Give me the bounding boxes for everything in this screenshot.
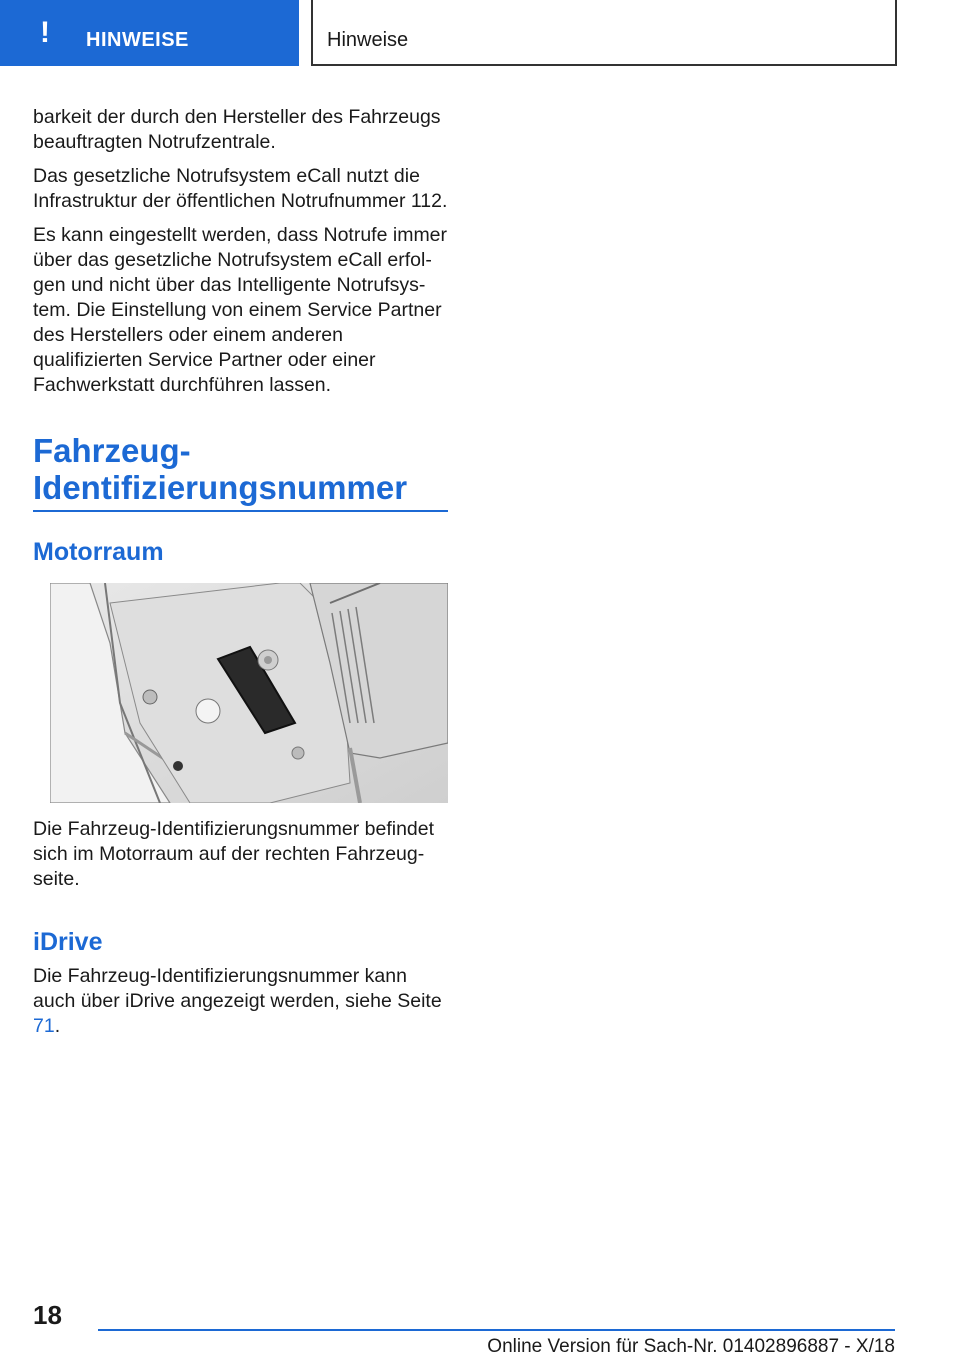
motorraum-text [33,817,448,901]
subheading-idrive: iDrive [33,928,103,956]
page-reference-link[interactable]: 71 [33,1015,55,1037]
paragraph: Das gesetzliche Notrufsystem eCall nutzt die Infrastruktur der öffentlichen Notrufnummer 112. [33,165,448,212]
idrive-text [33,964,448,1048]
warning-icon: ! [40,16,50,49]
section-tab[interactable] [0,0,299,66]
subheading-motorraum: Motorraum [33,538,164,566]
paragraph: barkeit der durch den Hersteller des Fahrzeugs beauftragten Notrufzentrale. [33,106,441,153]
section-heading: Fahrzeug-Identifizierungsnummer [33,432,408,506]
section-tab-label: HINWEISE [86,29,189,51]
intro-text [33,105,448,407]
page-tab-label: Hinweise [327,29,409,51]
page-number: 18 [33,1300,62,1330]
heading-divider [33,510,448,512]
paragraph [33,964,448,1039]
page-tab[interactable] [311,0,897,66]
paragraph: Es kann eingestellt werden, dass Notrufe immer über das gesetzliche Notrufsystem eCall erfolgen und nicht über das Intelligente Notrufsystem. Die Einstellung von einem Service Partner des Herstellers oder einem anderen qualifizierten Service Partner oder einer Fachwerkstatt durchführen lassen. [33,224,448,396]
paragraph: Die Fahrzeug-Identifizierungsnummer befindet sich im Motorraum auf der rechten Fahrzeugseite. [33,818,435,890]
engine-bay-illustration [50,583,448,803]
idrive-text-end: . [54,1015,61,1037]
footer-version: Online Version für Sach-Nr. 01402896887 - X/18 [487,1336,895,1357]
footer-divider [98,1329,895,1331]
idrive-text-start: Die Fahrzeug-Identifizierungsnummer kann auch über iDrive angezeigt werden, siehe Seite [33,965,442,1012]
